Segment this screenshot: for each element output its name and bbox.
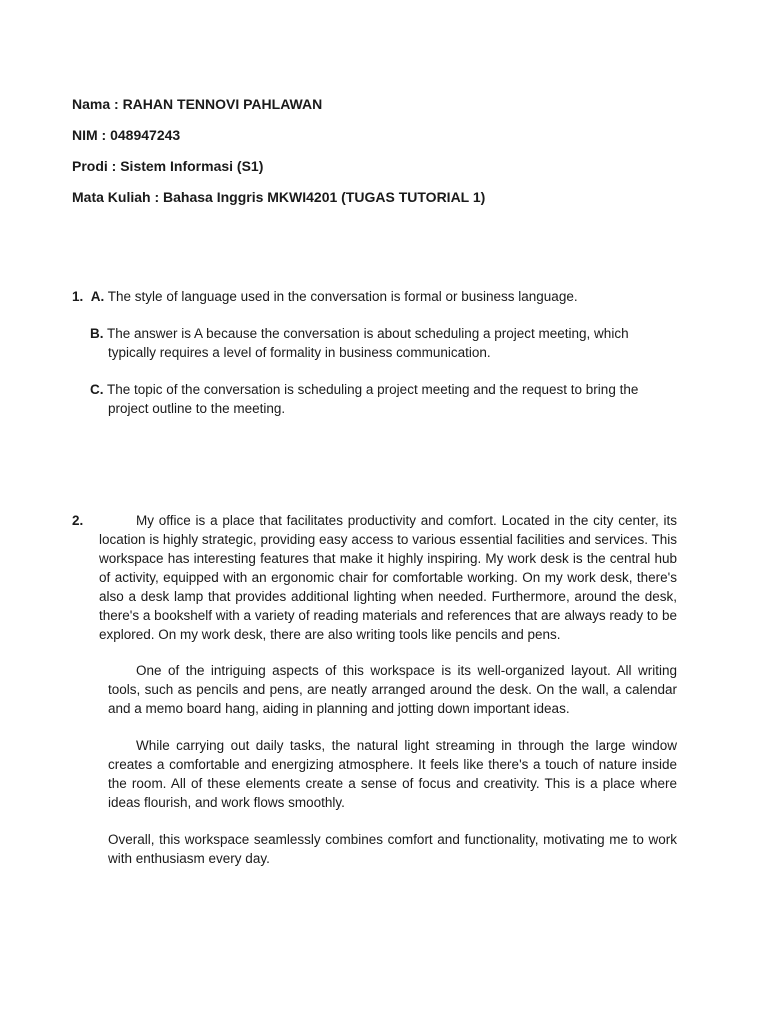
student-nim: NIM : 048947243 <box>72 127 181 143</box>
question-2-number: 2. <box>72 513 84 528</box>
answer-b-letter: B. <box>90 326 104 341</box>
study-program: Prodi : Sistem Informasi (S1) <box>72 158 264 174</box>
answer-c-letter: C. <box>90 382 104 397</box>
essay-paragraph-3: While carrying out daily tasks, the natural light streaming in through the large window creates a comfortable and energizing atmosphere. It feels like there's a touch of nature inside the room. All of these elements create a sense of focus and creativity. This is a place where ideas flourish, and work flows smoothly. <box>108 738 677 810</box>
question-1-answer-c <box>90 380 680 418</box>
answer-a-text: The style of language used in the conversation is formal or business language. <box>107 289 578 304</box>
answer-c-line1: The topic of the conversation is scheduling a project meeting and the request to bring the <box>107 382 639 397</box>
answer-a-letter: A. <box>90 289 105 304</box>
question-1-number: 1. <box>72 289 84 304</box>
question-1-answer-b <box>90 324 680 362</box>
answer-b-line2: typically requires a level of formality in business communication. <box>108 345 491 360</box>
question-1-answer-a <box>72 287 692 306</box>
essay-paragraph-2: One of the intriguing aspects of this workspace is its well-organized layout. All writing tools, such as pencils and pens, are neatly arranged around the desk. On the wall, a calendar and a memo board hang, aiding in planning and jotting down important ideas. <box>108 663 677 716</box>
essay-paragraph-1: My office is a place that facilitates productivity and comfort. Located in the city center, its location is highly strategic, providing easy access to various essential facilities and services. This workspace has interesting features that make it highly inspiring. My work desk is the central hub of activity, equipped with an ergonomic chair for comfortable working. On my work desk, there's also a desk lamp that provides additional lighting when needed. Furthermore, around the desk, there's a bookshelf with a variety of reading materials and references that are always ready to be explored. On my work desk, there are also writing tools like pencils and pens. <box>99 513 677 642</box>
answer-b-line1: The answer is A because the conversation is about scheduling a project meeting, which <box>107 326 629 341</box>
course-name: Mata Kuliah : Bahasa Inggris MKWI4201 (TUGAS TUTORIAL 1) <box>72 189 486 205</box>
answer-c-line2: project outline to the meeting. <box>108 401 286 416</box>
essay-paragraph-4: Overall, this workspace seamlessly combines comfort and functionality, motivating me to work with enthusiasm every day. <box>108 832 677 866</box>
student-name: Nama : RAHAN TENNOVI PAHLAWAN <box>72 96 323 112</box>
